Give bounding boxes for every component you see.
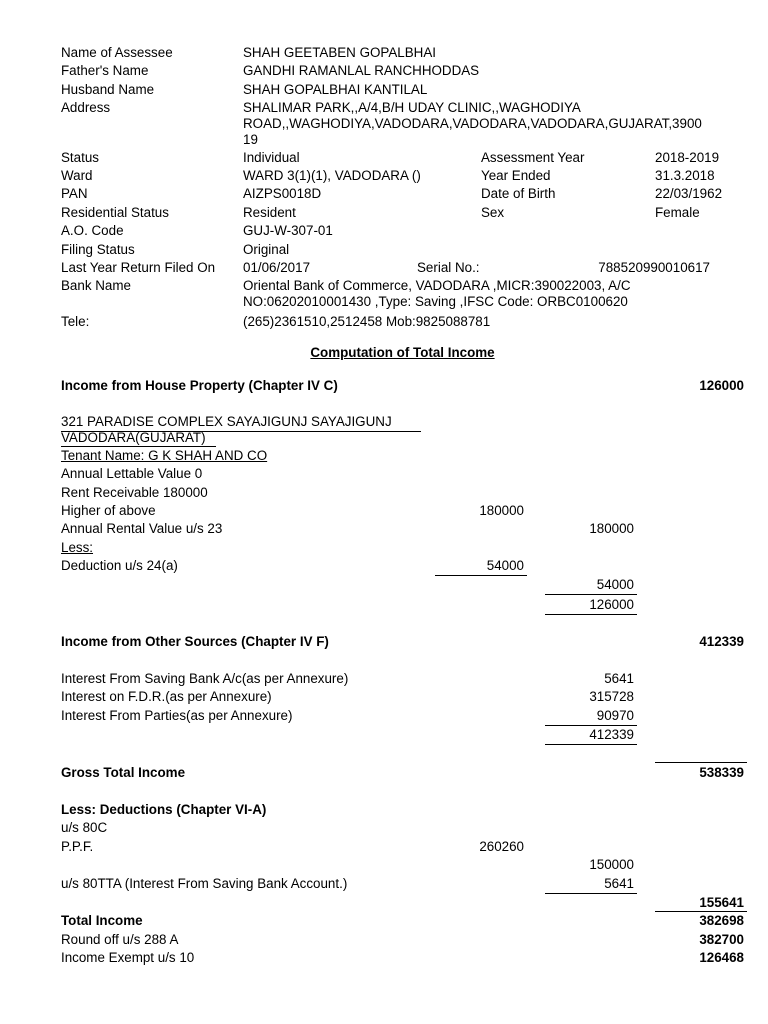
bank-label: Bank Name bbox=[61, 278, 131, 293]
ao-code-value: GUJ-W-307-01 bbox=[243, 223, 333, 238]
total-income-value: 382698 bbox=[699, 913, 744, 928]
annual-rental-value-label: Annual Rental Value u/s 23 bbox=[61, 521, 223, 536]
less-label: Less: bbox=[61, 540, 94, 555]
interest-fdr-value: 315728 bbox=[589, 689, 634, 704]
husband-value: SHAH GOPALBHAI KANTILAL bbox=[243, 82, 428, 97]
tele-value: (265)2361510,2512458 Mob:9825088781 bbox=[243, 314, 491, 329]
pan-label: PAN bbox=[61, 186, 88, 201]
year-ended-value: 31.3.2018 bbox=[655, 168, 715, 183]
filing-status-label: Filing Status bbox=[61, 242, 135, 257]
property-address-line-1: 321 PARADISE COMPLEX SAYAJIGUNJ SAYAJIGUNJ bbox=[61, 414, 392, 429]
other-sources-total: 412339 bbox=[699, 634, 744, 649]
assessee-label: Name of Assessee bbox=[61, 45, 173, 60]
house-property-heading: Income from House Property (Chapter IV C) bbox=[61, 378, 338, 393]
gross-total-label: Gross Total Income bbox=[61, 765, 186, 780]
serial-label: Serial No.: bbox=[417, 260, 480, 275]
round-off-value: 382700 bbox=[699, 932, 744, 947]
bank-line-2: NO:06202010001430 ,Type: Saving ,IFSC Code: ORBC0100620 bbox=[243, 294, 628, 309]
house-property-total: 126000 bbox=[699, 378, 744, 393]
other-sources-bottom-rule bbox=[545, 744, 637, 745]
sex-value: Female bbox=[655, 205, 700, 220]
annual-lettable-value: Annual Lettable Value 0 bbox=[61, 466, 203, 481]
deductions-heading: Less: Deductions (Chapter VI-A) bbox=[61, 802, 267, 817]
deduction-subtotal: 54000 bbox=[596, 577, 634, 592]
income-exempt-value: 126468 bbox=[699, 950, 744, 965]
ppf-label: P.P.F. bbox=[61, 839, 94, 854]
total-income-label: Total Income bbox=[61, 913, 143, 928]
gross-total-rule bbox=[655, 762, 747, 763]
residential-status-value: Resident bbox=[243, 205, 296, 220]
section-80c-label: u/s 80C bbox=[61, 820, 108, 835]
pan-value: AIZPS0018D bbox=[243, 186, 322, 201]
computation-title: Computation of Total Income bbox=[310, 345, 495, 360]
dob-label: Date of Birth bbox=[481, 186, 556, 201]
annual-rental-value: 180000 bbox=[589, 521, 634, 536]
income-exempt-label: Income Exempt u/s 10 bbox=[61, 950, 195, 965]
property-address-underline-2 bbox=[61, 446, 216, 447]
ppf-value: 260260 bbox=[479, 839, 524, 854]
address-line-3: 19 bbox=[243, 132, 258, 147]
sex-label: Sex bbox=[481, 205, 505, 220]
assessee-value: SHAH GEETABEN GOPALBHAI bbox=[243, 45, 436, 60]
filing-status-value: Original bbox=[243, 242, 290, 257]
interest-saving-label: Interest From Saving Bank A/c(as per Annexure) bbox=[61, 671, 349, 686]
section-80tta-label: u/s 80TTA (Interest From Saving Bank Account.) bbox=[61, 876, 348, 891]
higher-of-above-value: 180000 bbox=[479, 503, 524, 518]
interest-saving-value: 5641 bbox=[604, 671, 634, 686]
round-off-label: Round off u/s 288 A bbox=[61, 932, 179, 947]
status-value: Individual bbox=[243, 150, 300, 165]
higher-of-above-label: Higher of above bbox=[61, 503, 156, 518]
interest-parties-value: 90970 bbox=[596, 708, 634, 723]
address-line-2: ROAD,,WAGHODIYA,VADODARA,VADODARA,VADODARA,GUJARAT,3900 bbox=[243, 116, 702, 131]
property-address-line-2: VADODARA(GUJARAT) bbox=[61, 430, 206, 445]
ward-value: WARD 3(1)(1), VADODARA () bbox=[243, 168, 421, 183]
rent-receivable: Rent Receivable 180000 bbox=[61, 485, 208, 500]
father-label: Father's Name bbox=[61, 63, 149, 78]
interest-parties-label: Interest From Parties(as per Annexure) bbox=[61, 708, 293, 723]
deduction-24a-label: Deduction u/s 24(a) bbox=[61, 558, 178, 573]
other-sources-rule bbox=[545, 725, 637, 726]
deduction-rule bbox=[435, 575, 527, 576]
serial-value: 788520990010617 bbox=[598, 260, 710, 275]
house-net-rule bbox=[545, 594, 637, 595]
last-return-value: 01/06/2017 bbox=[243, 260, 311, 275]
tenant-name: Tenant Name: G K SHAH AND CO bbox=[61, 448, 268, 463]
assessment-year-label: Assessment Year bbox=[481, 150, 585, 165]
ward-label: Ward bbox=[61, 168, 93, 183]
gross-total-value: 538339 bbox=[699, 765, 744, 780]
ao-code-label: A.O. Code bbox=[61, 223, 124, 238]
deductions-rule bbox=[545, 893, 637, 894]
house-net-value: 126000 bbox=[589, 597, 634, 612]
other-sources-subtotal: 412339 bbox=[589, 727, 634, 742]
assessment-year-value: 2018-2019 bbox=[655, 150, 720, 165]
address-line-1: SHALIMAR PARK,,A/4,B/H UDAY CLINIC,,WAGHODIYA bbox=[243, 100, 581, 115]
tele-label: Tele: bbox=[61, 314, 90, 329]
year-ended-label: Year Ended bbox=[481, 168, 551, 183]
deduction-24a-value: 54000 bbox=[486, 558, 524, 573]
section-80tta-value: 5641 bbox=[604, 876, 634, 891]
status-label: Status bbox=[61, 150, 99, 165]
interest-fdr-label: Interest on F.D.R.(as per Annexure) bbox=[61, 689, 272, 704]
bank-line-1: Oriental Bank of Commerce, VADODARA ,MICR:390022003, A/C bbox=[243, 278, 631, 293]
deductions-total: 155641 bbox=[699, 895, 744, 910]
deductions-total-rule bbox=[655, 911, 747, 912]
house-net-bottom-rule bbox=[545, 614, 637, 615]
husband-label: Husband Name bbox=[61, 82, 155, 97]
other-sources-heading: Income from Other Sources (Chapter IV F) bbox=[61, 634, 329, 649]
residential-status-label: Residential Status bbox=[61, 205, 169, 220]
father-value: GANDHI RAMANLAL RANCHHODDAS bbox=[243, 63, 480, 78]
address-label: Address bbox=[61, 100, 111, 115]
last-return-label: Last Year Return Filed On bbox=[61, 260, 216, 275]
allowed-80c-value: 150000 bbox=[589, 857, 634, 872]
dob-value: 22/03/1962 bbox=[655, 186, 723, 201]
